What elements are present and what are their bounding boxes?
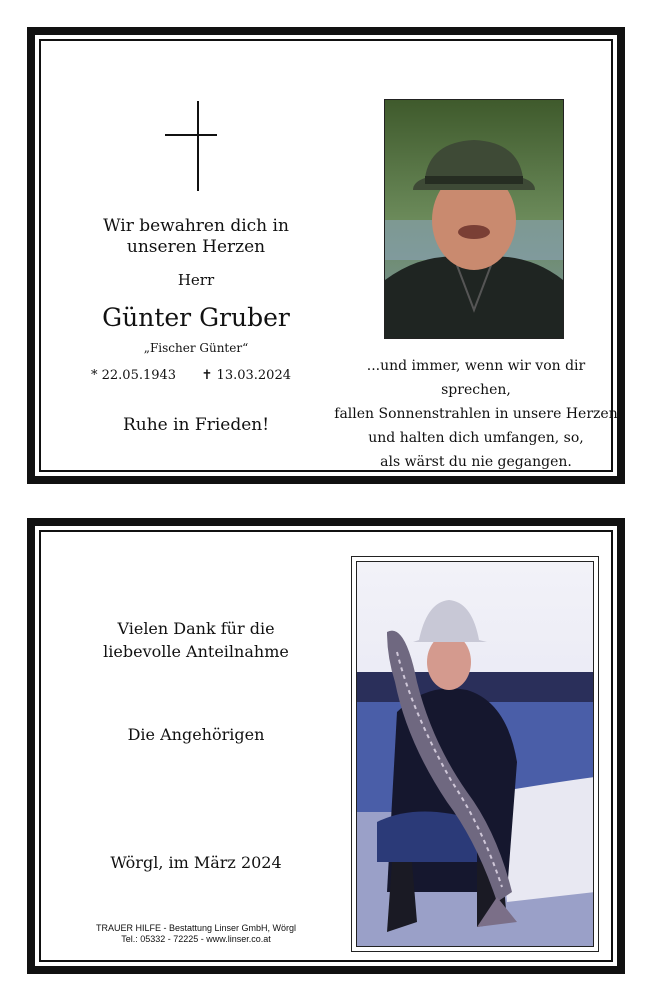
card-inner-border [39,530,613,962]
cross-icon [197,101,199,191]
memorial-card-front [27,27,625,484]
closing-line: Ruhe in Frieden! [122,415,270,435]
memorial-card-back [27,518,625,974]
death-date: ✝ 13.03.2024 [201,368,291,383]
poem-line: als wärst du nie gegangen. [380,454,572,470]
thanks-line: liebevolle Anteilnahme [103,642,289,661]
memorial-quote: Wir bewahren dich in unseren Herzen [103,216,289,257]
thanks-message [81,617,311,663]
card-inner-border [39,39,618,472]
poem-line: fallen Sonnenstrahlen in unsere Herzen [334,406,618,422]
deceased-name: Günter Gruber [102,303,290,332]
funeral-home-name: TRAUER HILFE - Bestattung Linser GmbH, Wörgl [95,923,297,933]
fishing-photo [356,561,594,947]
thanks-line: Vielen Dank für die [117,619,275,638]
cross-icon-bar [165,134,217,136]
funeral-home-info [81,923,311,945]
portrait-photo [384,99,564,339]
family-signature: Die Angehörigen [127,725,265,744]
poem [331,354,621,474]
fishing-photo-frame [351,556,599,952]
poem-line: und halten dich umfangen, so, [368,430,584,446]
poem-line: ...und immer, wenn wir von dir sprechen, [366,358,586,398]
nickname: „Fischer Günter“ [143,341,249,355]
funeral-home-contact: Tel.: 05332 - 72225 - www.linser.co.at [121,934,271,944]
salutation: Herr [177,271,215,289]
birth-date: * 22.05.1943 [91,368,177,383]
place-date: Wörgl, im März 2024 [110,853,282,872]
life-dates [91,368,291,383]
